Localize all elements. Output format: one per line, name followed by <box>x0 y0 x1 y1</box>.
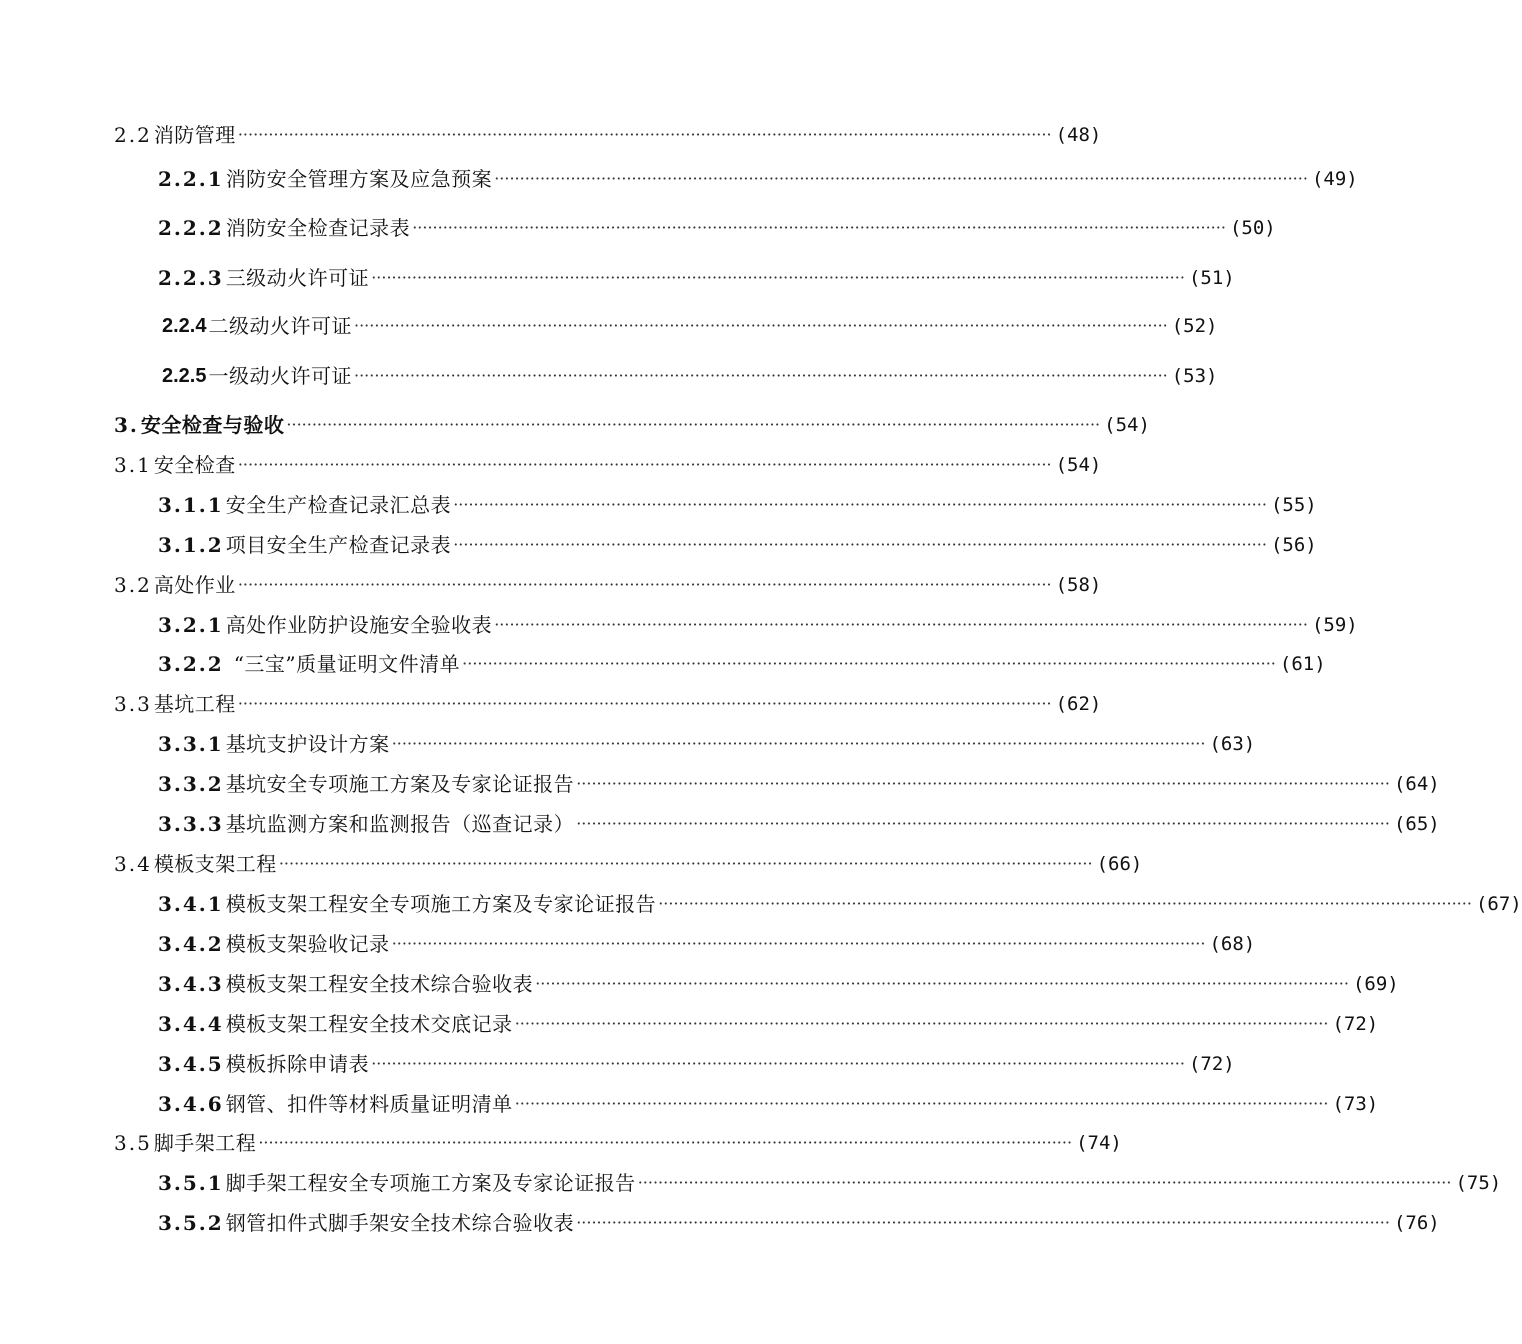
dot-leader: ································································································································································ <box>237 575 1052 594</box>
toc-entry-page: (65) <box>1393 813 1440 835</box>
toc-entry <box>158 264 1235 292</box>
dot-leader: ································································································································································ <box>353 316 1168 335</box>
toc-entry <box>114 121 1102 149</box>
toc-entry-number: 3.5 <box>114 1131 152 1155</box>
toc-entry <box>114 1129 1122 1157</box>
toc-entry-title: 模板支架工程安全技术交底记录 <box>225 1012 513 1036</box>
toc-entry-page: (53) <box>1171 365 1218 387</box>
dot-leader: ································································································································································ <box>576 814 1390 833</box>
toc-entry-title: 模板支架工程 <box>153 852 277 876</box>
toc-entry <box>158 810 1440 838</box>
toc-entry-title: 模板支架工程安全技术综合验收表 <box>225 972 534 996</box>
toc-entry-page: (54) <box>1055 454 1102 476</box>
dot-leader: ································································································································································ <box>391 734 1206 753</box>
toc-entry <box>158 611 1358 639</box>
toc-entry <box>158 730 1256 758</box>
toc-entry-title: 安全检查 <box>153 453 236 477</box>
toc-entry-title: 消防安全管理方案及应急预案 <box>225 167 493 191</box>
toc-entry-page: (50) <box>1229 217 1276 239</box>
toc-entry-page: (62) <box>1055 693 1102 715</box>
dot-leader: ································································································································································ <box>237 694 1052 713</box>
toc-entry <box>114 411 1150 439</box>
toc-entry-page: (56) <box>1270 534 1317 556</box>
toc-entry-page: (49) <box>1311 168 1358 190</box>
toc-entry-page: (54) <box>1104 414 1150 436</box>
toc-entry-title: “三宝”质量证明文件清单 <box>233 652 461 676</box>
toc-entry <box>158 1010 1379 1038</box>
toc-entry <box>158 1050 1235 1078</box>
toc-entry-title: 模板拆除申请表 <box>225 1052 370 1076</box>
toc-entry-number: 3.4.2 <box>158 932 224 956</box>
toc-entry-number: 3.4.3 <box>158 972 224 996</box>
toc-entry <box>158 770 1440 798</box>
dot-leader: ································································································································································ <box>453 495 1267 514</box>
toc-entry-page: (72) <box>1332 1013 1379 1035</box>
toc-entry-page: (52) <box>1171 315 1218 337</box>
dot-leader: ································································································································································ <box>576 774 1390 793</box>
toc-entry-page: (64) <box>1393 773 1440 795</box>
toc-entry <box>158 1209 1440 1237</box>
dot-leader: ································································································································································ <box>278 854 1093 873</box>
dot-leader: ································································································································································ <box>462 654 1276 673</box>
toc-entry-page: (69) <box>1352 973 1399 995</box>
toc-entry-page: (67) <box>1475 893 1522 915</box>
toc-entry <box>158 165 1358 193</box>
toc-entry-page: (48) <box>1055 124 1102 146</box>
toc-entry-page: (55) <box>1270 494 1317 516</box>
dot-leader: ································································································································································ <box>371 1054 1185 1073</box>
dot-leader: ································································································································································ <box>514 1014 1329 1033</box>
toc-entry-number: 2.2 <box>114 123 152 147</box>
toc-entry-number: 3.3.3 <box>158 812 224 836</box>
toc-entry-number: 3.3.1 <box>158 732 224 756</box>
toc-entry-title: 脚手架工程 <box>153 1131 257 1155</box>
toc-entry <box>114 690 1102 718</box>
toc-entry-title: 项目安全生产检查记录表 <box>225 533 452 557</box>
toc-entry-number: 2.2.1 <box>158 167 224 191</box>
toc-entry <box>158 214 1276 242</box>
toc-entry-number: 3.2.2 <box>158 652 224 676</box>
dot-leader: ································································································································································ <box>258 1133 1073 1152</box>
toc-entry-page: (75) <box>1455 1172 1502 1194</box>
toc-entry-number: 3.3 <box>114 692 152 716</box>
dot-leader: ································································································································································ <box>412 218 1226 237</box>
toc-entry-number: 2.2.3 <box>158 266 224 290</box>
toc-entry-page: (73) <box>1332 1093 1379 1115</box>
dot-leader: ································································································································································ <box>353 366 1168 385</box>
toc-entry-title: 基坑工程 <box>153 692 236 716</box>
toc-entry <box>162 362 1218 390</box>
toc-entry-title: 二级动火许可证 <box>208 314 352 338</box>
toc-entry <box>158 531 1317 559</box>
dot-leader: ································································································································································ <box>453 535 1267 554</box>
toc-entry-page: (74) <box>1076 1132 1122 1154</box>
toc-entry <box>158 1090 1379 1118</box>
toc-entry-title: 基坑支护设计方案 <box>225 732 390 756</box>
toc-entry-number: 3.4.4 <box>158 1012 224 1036</box>
toc-entry-title: 钢管、扣件等材料质量证明清单 <box>225 1092 513 1116</box>
toc-entry-title: 钢管扣件式脚手架安全技术综合验收表 <box>225 1211 575 1235</box>
toc-entry-number: 3.4 <box>114 852 152 876</box>
toc-entry-title: 消防安全检查记录表 <box>225 216 411 240</box>
toc-entry-number: 3.4.1 <box>158 892 224 916</box>
toc-entry-number: 3.5.2 <box>158 1211 224 1235</box>
toc-entry-title: 三级动火许可证 <box>225 266 370 290</box>
toc-entry-page: (68) <box>1209 933 1256 955</box>
dot-leader: ································································································································································ <box>637 1173 1452 1192</box>
toc-entry <box>114 571 1102 599</box>
toc-entry-title: 高处作业防护设施安全验收表 <box>225 613 493 637</box>
dot-leader: ································································································································································ <box>237 125 1052 144</box>
toc-entry <box>114 850 1143 878</box>
dot-leader: ································································································································································ <box>494 169 1308 188</box>
toc-entry-number: 3.1.1 <box>158 493 224 517</box>
toc-entry-number: 2.2.4 <box>162 315 207 337</box>
toc-entry <box>158 930 1256 958</box>
toc-entry-page: (63) <box>1209 733 1256 755</box>
toc-entry-page: (51) <box>1188 267 1235 289</box>
toc-entry-number: 2.2.5 <box>162 365 207 387</box>
toc-entry-page: (59) <box>1311 614 1358 636</box>
toc-entry-number: 3.1 <box>114 453 152 477</box>
toc-entry-number: 3.5.1 <box>158 1171 224 1195</box>
toc-entry-page: (61) <box>1279 653 1326 675</box>
toc-entry <box>158 491 1317 519</box>
toc-entry-number: 3.1.2 <box>158 533 224 557</box>
toc-entry-title: 消防管理 <box>153 123 236 147</box>
toc-entry-title: 模板支架工程安全专项施工方案及专家论证报告 <box>225 892 657 916</box>
toc-entry-number: 3.3.2 <box>158 772 224 796</box>
toc-entry-page: (72) <box>1188 1053 1235 1075</box>
toc-entry-page: (58) <box>1055 574 1102 596</box>
toc-entry-title: 基坑安全专项施工方案及专家论证报告 <box>225 772 575 796</box>
dot-leader: ································································································································································ <box>237 455 1052 474</box>
toc-entry <box>158 890 1522 918</box>
toc-entry <box>114 451 1102 479</box>
toc-entry-number: 3.2.1 <box>158 613 224 637</box>
toc-entry-title: 一级动火许可证 <box>208 364 352 388</box>
dot-leader: ································································································································································ <box>286 415 1101 434</box>
toc-entry <box>158 650 1326 678</box>
dot-leader: ································································································································································ <box>535 974 1349 993</box>
toc-entry-title: 基坑监测方案和监测报告（巡查记录） <box>225 812 575 836</box>
dot-leader: ································································································································································ <box>514 1094 1329 1113</box>
toc-entry-number: 3.4.6 <box>158 1092 224 1116</box>
toc-entry-title: 脚手架工程安全专项施工方案及专家论证报告 <box>225 1171 636 1195</box>
toc-entry-number: 3.2 <box>114 573 152 597</box>
dot-leader: ································································································································································ <box>576 1213 1390 1232</box>
toc-entry <box>158 970 1399 998</box>
toc-entry <box>162 312 1218 340</box>
toc-entry-title: 安全生产检查记录汇总表 <box>225 493 452 517</box>
toc-entry-title: 模板支架验收记录 <box>225 932 390 956</box>
dot-leader: ································································································································································ <box>371 268 1185 287</box>
dot-leader: ································································································································································ <box>658 894 1472 913</box>
toc-entry-page: (76) <box>1393 1212 1440 1234</box>
toc-entry-title: 安全检查与验收 <box>140 413 285 437</box>
dot-leader: ································································································································································ <box>494 615 1308 634</box>
toc-entry-number: 3. <box>114 413 139 437</box>
toc-entry <box>158 1169 1502 1197</box>
toc-entry-number: 2.2.2 <box>158 216 224 240</box>
dot-leader: ································································································································································ <box>391 934 1206 953</box>
toc-entry-number: 3.4.5 <box>158 1052 224 1076</box>
toc-entry-title: 高处作业 <box>153 573 236 597</box>
toc-entry-page: (66) <box>1096 853 1143 875</box>
